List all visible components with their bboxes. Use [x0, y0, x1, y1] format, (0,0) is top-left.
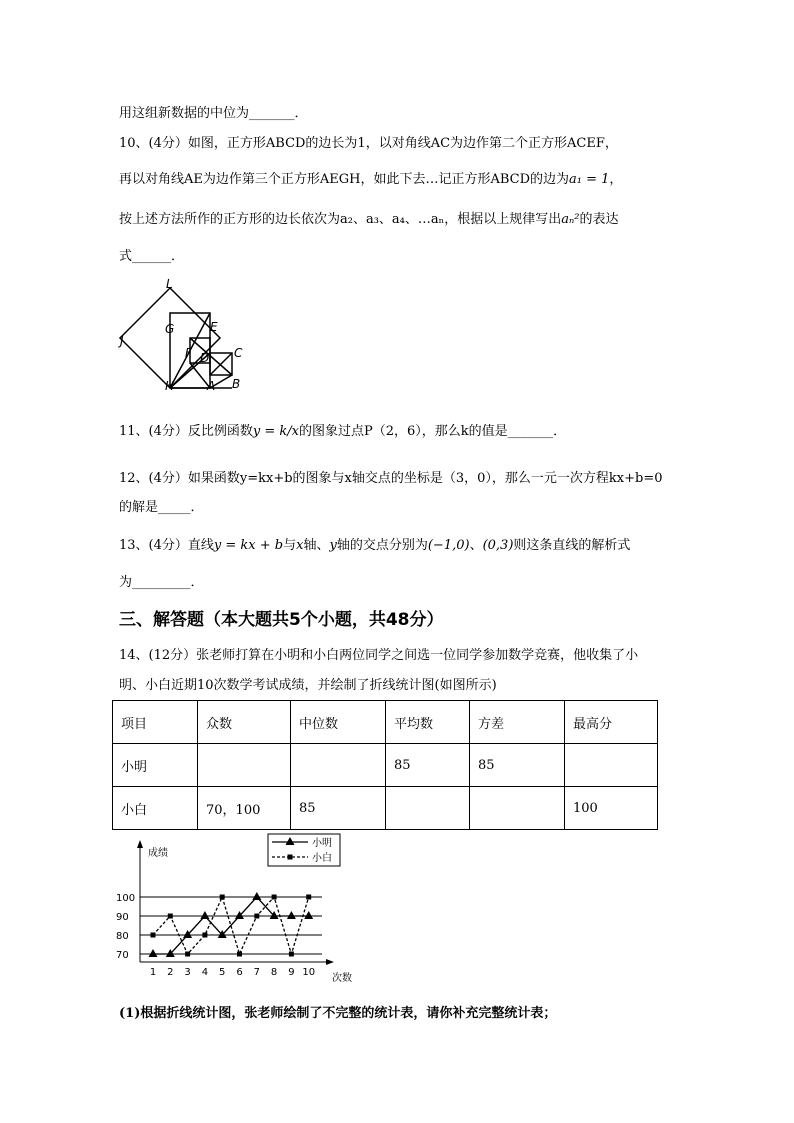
q13-line1: 13、(4分）直线y = kx + b与x轴、y轴的交点分别为(−1,0)、(0,3)则这条直线的解析式	[119, 538, 631, 553]
q11-formula: y = k/x	[252, 424, 299, 439]
table-header-cell: 众数	[198, 701, 291, 744]
label-l: L	[166, 277, 173, 291]
point-square	[254, 914, 259, 919]
table-cell	[291, 744, 386, 787]
table-header-cell: 平均数	[386, 701, 470, 744]
label-b: B	[232, 377, 241, 391]
table-cell	[470, 787, 565, 830]
table-header-cell: 项目	[113, 701, 198, 744]
point-square	[289, 952, 294, 957]
series-line-triangle	[153, 897, 309, 954]
x-tick-label: 10	[302, 967, 316, 978]
q11: 11、(4分）反比例函数y = k/x的图象过点P（2，6），那么k的值是_______．	[119, 424, 567, 439]
y-tick-label: 90	[116, 912, 129, 923]
point-square	[185, 952, 190, 957]
label-j: J	[120, 334, 124, 348]
q13-line2: 为_________．	[119, 575, 204, 590]
legend-label: 小明	[312, 838, 332, 849]
y-tick-label: 70	[116, 950, 129, 961]
point-square	[237, 952, 242, 957]
point-triangle	[149, 949, 158, 957]
table-header-cell: 中位数	[291, 701, 386, 744]
table-header-row	[113, 701, 658, 744]
q14-part1: (1)根据折线统计图，张老师绘制了不完整的统计表，请你补充完整统计表；	[119, 1006, 557, 1021]
table-cell	[198, 744, 291, 787]
table-row	[113, 744, 658, 787]
q9-tail: 用这组新数据的中位为_______．	[119, 106, 308, 121]
table-cell	[386, 787, 470, 830]
table-cell: 小明	[113, 744, 198, 787]
x-tick-label: 7	[253, 967, 260, 978]
point-square	[220, 895, 225, 900]
y-axis-label: 成绩	[148, 848, 168, 859]
label-d: D	[200, 351, 210, 365]
q12-line2: 的解是_____．	[119, 500, 204, 515]
label-h: H	[165, 379, 175, 393]
table-header-cell: 方差	[470, 701, 565, 744]
y-tick-label: 80	[116, 931, 129, 942]
label-a: A	[207, 379, 216, 393]
table-cell: 70，100	[198, 787, 291, 830]
x-tick-label: 8	[270, 967, 278, 978]
point-square	[306, 895, 311, 900]
table-cell: 小白	[113, 787, 198, 830]
chart-legend	[268, 834, 340, 866]
x-tick-label: 9	[288, 967, 295, 978]
table-cell	[565, 744, 658, 787]
q12-line1: 12、(4分）如果函数y=kx+b的图象与x轴交点的坐标是（3，0），那么一元一次方程kx+b=0	[119, 471, 663, 486]
section-heading: 三、解答题（本大题共5个小题，共48分）	[119, 610, 444, 630]
q10-line2: 再以对角线AE为边作第三个正方形AEGH，如此下去…记正方形ABCD的边为a₁ = 1，	[119, 172, 623, 187]
line-chart	[110, 832, 370, 1002]
table-row	[113, 787, 658, 830]
squares-figure	[110, 275, 260, 400]
stats-table	[112, 700, 658, 830]
point-triangle	[252, 892, 261, 900]
legend-label: 小白	[312, 853, 332, 864]
label-g: G	[165, 322, 175, 336]
point-square	[202, 933, 207, 938]
point-square	[168, 914, 173, 919]
q10-an2-formula: aₙ²	[561, 212, 580, 227]
table-cell: 85	[291, 787, 386, 830]
q10-a1-formula: a₁ = 1	[569, 172, 610, 187]
table-cell: 85	[386, 744, 470, 787]
x-tick-label: 4	[201, 967, 209, 978]
q14-line2: 明、小白近期10次数学考试成绩，并绘制了折线统计图(如图所示)	[119, 678, 497, 693]
y-tick-label: 100	[116, 893, 136, 904]
label-e: E	[210, 320, 218, 334]
point-triangle	[287, 911, 296, 919]
x-axis-label: 次数	[332, 973, 352, 984]
q10-line1: 10、(4分）如图，正方形ABCD的边长为1，以对角线AC为边作第二个正方形ACEF，	[119, 136, 618, 151]
q10-line4: 式______．	[119, 249, 185, 264]
legend-marker-square	[288, 855, 293, 860]
x-tick-label: 1	[149, 967, 157, 978]
point-square	[272, 895, 277, 900]
table-cell: 100	[565, 787, 658, 830]
x-tick-label: 5	[219, 967, 226, 978]
table-cell: 85	[470, 744, 565, 787]
point-triangle	[304, 911, 313, 919]
x-tick-label: 2	[167, 967, 174, 978]
table-header-cell: 最高分	[565, 701, 658, 744]
label-c: C	[234, 346, 243, 360]
label-f: F	[185, 346, 192, 360]
point-triangle	[200, 911, 209, 919]
x-tick-label: 3	[184, 967, 191, 978]
q10-line3: 按上述方法所作的正方形的边长依次为a₂、a₃、a₄、…aₙ，根据以上规律写出aₙ²的表达	[119, 212, 619, 227]
point-square	[151, 933, 156, 938]
q14-line1: 14、(12分）张老师打算在小明和小白两位同学之间选一位同学参加数学竞赛，他收集了小	[119, 648, 639, 663]
x-tick-label: 6	[236, 967, 243, 978]
